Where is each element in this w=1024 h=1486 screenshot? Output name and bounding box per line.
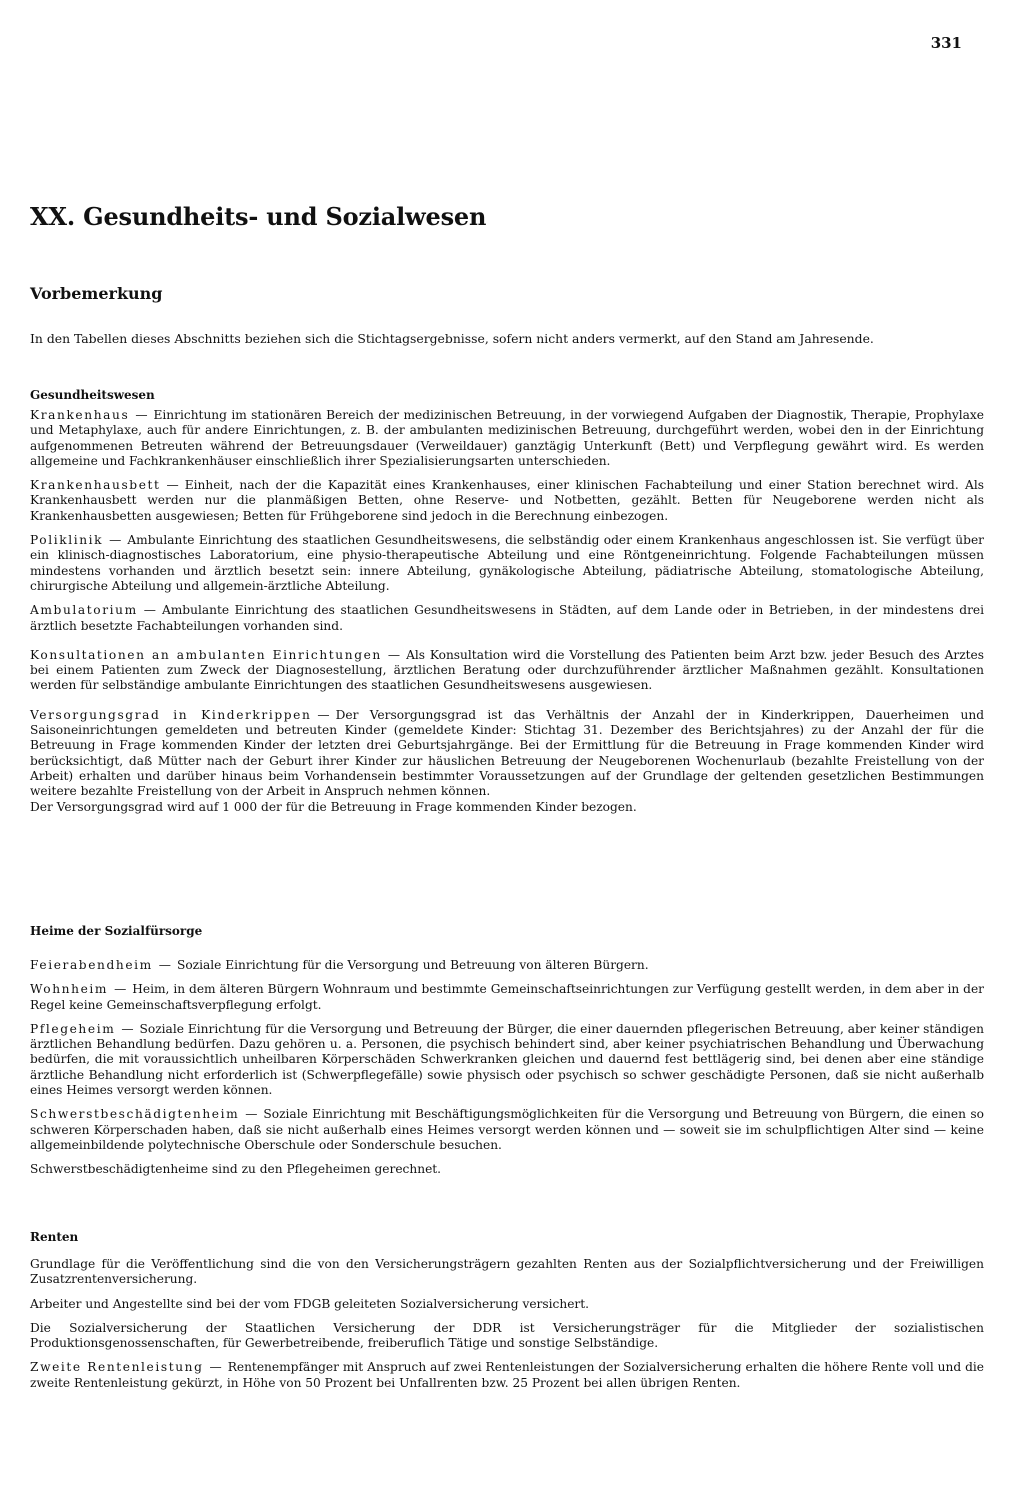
definition-versorgungsgrad: Versorgungsgrad in Kinderkrippen — Der Versorgungsgrad ist das Verhältnis der Anzahl der in Kinderkrippen, Dauerheimen und Saisoneinrichtungen gemeldeten und betreuten Kinder (gemeldete Kinder: Stichtag 31. Dezember des Berichtsjahres) zu der Anzahl der für die Betreuung in Frage kommenden Kinder der letzten drei Geburtsjahrgänge. Bei der Ermittlung für die Betreuung in Frage kommenden Kinder wird berücksichtigt, daß Mütter nach der Geburt ihrer Kinder zur häuslichen Betreuung der Neugeborenen Wochenurlaub (bezahlte Freistellung von der Arbeit) erhalten und darüber hinaus beim Vorhandensein bestimmter Voraussetzungen auf der Grundlage der geltenden gesetzlichen Bestimmungen weitere bezahlte Freistellung von der Arbeit in Anspruch nehmen können. <box>30 707 984 799</box>
definition-text: Ambulante Einrichtung des staatlichen Gesundheitswesens, die selbständig oder einem Krankenhaus angeschlossen ist. Sie verfügt über ein klinisch-diagnostisches Laboratorium, eine physio-therapeutische Abteilung und eine Röntgeneinrichtung. Folgende Fachabteilungen müssen mindestens vorhanden und ärztlich besetzt sein: innere Abteilung, gynäkologische Abteilung, pädiatrische Abteilung, stomatologische Abteilung, chirurgische Abteilung und allgemein-ärztliche Abteilung. <box>30 533 984 593</box>
gesundheitswesen-heading: Gesundheitswesen <box>30 388 155 402</box>
renten-paragraph: Grundlage für die Veröffentlichung sind die von den Versicherungsträgern gezahlten Renten aus der Sozialpflichtversicherung und der Freiwilligen Zusatzrentenversicherung. <box>30 1257 984 1287</box>
definition-text: Rentenempfänger mit Anspruch auf zwei Rentenleistungen der Sozialversicherung erhalten die höhere Rente voll und die zweite Rentenleistung gekürzt, in Höhe von 50 Prozent bei Unfallrenten bzw. 25 Prozent bei allen übrigen Renten. <box>30 1360 984 1390</box>
term: Zweite Rentenleistung <box>30 1360 204 1375</box>
definition-krankenhausbett: Krankenhausbett — Einheit, nach der die Kapazität eines Krankenhauses, einer klinischen Fachabteilung und einer Station berechnet wird. Als Krankenhausbett werden nur die planmäßigen Betten, ohne Reserve- und Notbetten, gezählt. Betten für Neugeborene werden nicht als Krankenhausbetten ausgewiesen; Betten für Frühgeborene sind jedoch in die Berechnung einbezogen. <box>30 478 984 523</box>
definition-text: Einheit, nach der die Kapazität eines Krankenhauses, einer klinischen Fachabteilung und einer Station berechnet wird. Als Krankenhausbett werden nur die planmäßigen Betten, ohne Reserve- und Notbetten, gezählt. Betten für Neugeborene werden nicht als Krankenhausbetten ausgewiesen; Betten für Frühgeborene sind jedoch in die Berechnung einbezogen. <box>30 478 984 523</box>
term: Versorgungsgrad in Kinderkrippen <box>30 707 312 722</box>
definition-feierabendheim: Feierabendheim — Soziale Einrichtung für die Versorgung und Betreuung von älteren Bürgern. <box>30 958 649 972</box>
definition-pflegeheim: Pflegeheim — Soziale Einrichtung für die Versorgung und Betreuung der Bürger, die einer dauernden pflegerischen Betreuung, aber keiner ständigen ärztlichen Behandlung bedürfen. Dazu gehören u. a. Personen, die psychisch behindert sind, aber keiner psychiatrischen Behandlung und Überwachung bedürfen, die mit voraussichtlich unheilbaren Körperschäden Schwerkranken gleichen und dauernd fest bettlägerig sind, bei denen aber eine ständige ärztliche Behandlung nicht erforderlich ist (Schwerpflegefälle) sowie physisch oder psychisch so schwer geschädigte Personen, daß sie nicht außerhalb eines Heimes versorgt werden können. <box>30 1021 984 1098</box>
term: Feierabendheim <box>30 958 153 972</box>
versorgungsgrad-note: Der Versorgungsgrad wird auf 1 000 der für die Betreuung in Frage kommenden Kinder bezogen. <box>30 799 637 814</box>
definition-text: Soziale Einrichtung für die Versorgung und Betreuung von älteren Bürgern. <box>176 958 649 972</box>
definition-text: Als Konsultation wird die Vorstellung des Patienten beim Arzt bzw. jeder Besuch des Arztes bei einem Patienten zum Zweck der Diagnosestellung, ärztlichen Beratung oder durchzuführender ärztlicher Maßnahmen gezählt. Konsultationen werden für selbständige ambulante Einrichtungen des staatlichen Gesundheitswesens ausgewiesen. <box>30 647 985 693</box>
gesundheitswesen-entries <box>30 408 984 824</box>
heime-heading: Heime der Sozialfürsorge <box>30 924 203 938</box>
heime-note: Schwerstbeschädigtenheime sind zu den Pflegeheimen gerechnet. <box>30 1162 442 1177</box>
renten-heading: Renten <box>30 1230 79 1244</box>
definition-schwerstbeschaedigtenheim: Schwerstbeschädigtenheim — Soziale Einrichtung mit Beschäftigungsmöglichkeiten für die Versorgung und Betreuung von Bürgern, die einen so schweren Körperschaden haben, daß sie nicht außerhalb eines Heimes versorgt werden können und — soweit sie im schulpflichtigen Alter sind — keine allgemeinbildende polytechnische Oberschule oder Sonderschule besuchen. <box>30 1107 984 1152</box>
term: Ambulatorium <box>30 603 138 618</box>
heime-entries <box>30 958 984 1187</box>
vorbemerkung-text: In den Tabellen dieses Abschnitts beziehen sich die Stichtagsergebnisse, sofern nicht anders vermerkt, auf den Stand am Jahresende. <box>30 331 874 346</box>
term: Konsultationen an ambulanten Einrichtungen <box>30 647 382 662</box>
term: Schwerstbeschädigtenheim <box>30 1107 240 1122</box>
term: Krankenhausbett <box>30 478 161 493</box>
renten-paragraph: Arbeiter und Angestellte sind bei der vom FDGB geleiteten Sozialversicherung versichert. <box>30 1296 590 1311</box>
term: Wohnheim <box>30 982 109 997</box>
renten-entries <box>30 1257 984 1400</box>
chapter-title: XX. Gesundheits- und Sozialwesen <box>30 202 487 231</box>
renten-paragraph: Die Sozialversicherung der Staatlichen Versicherung der DDR ist Versicherungsträger für die Mitglieder der sozialistischen Produktionsgenossenschaften, für Gewerbetreibende, freiberuflich Tätige und sonstige Selbständige. <box>30 1320 984 1351</box>
definition-wohnheim: Wohnheim — Heim, in dem älteren Bürgern Wohnraum und bestimmte Gemeinschaftseinrichtungen zur Verfügung gestellt werden, in dem aber in der Regel keine Gemeinschaftsverpflegung erfolgt. <box>30 982 984 1012</box>
definition-konsultationen: Konsultationen an ambulanten Einrichtungen — Als Konsultation wird die Vorstellung des Patienten beim Arzt bzw. jeder Besuch des Arztes bei einem Patienten zum Zweck der Diagnosestellung, ärztlichen Beratung oder durchzuführender ärztlicher Maßnahmen gezählt. Konsultationen werden für selbständige ambulante Einrichtungen des staatlichen Gesundheitswesens ausgewiesen. <box>30 647 985 693</box>
vorbemerkung-heading: Vorbemerkung <box>30 284 163 303</box>
definition-text: Soziale Einrichtung mit Beschäftigungsmöglichkeiten für die Versorgung und Betreuung von Bürgern, die einen so schweren Körperschaden haben, daß sie nicht außerhalb eines Heimes versorgt werden können und — soweit sie im schulpflichtigen Alter sind — keine allgemeinbildende polytechnische Oberschule oder Sonderschule besuchen. <box>30 1107 984 1152</box>
definition-zweite-rentenleistung: Zweite Rentenleistung — Rentenempfänger mit Anspruch auf zwei Rentenleistungen der Sozialversicherung erhalten die höhere Rente voll und die zweite Rentenleistung gekürzt, in Höhe von 50 Prozent bei Unfallrenten bzw. 25 Prozent bei allen übrigen Renten. <box>30 1360 984 1390</box>
definition-ambulatorium: Ambulatorium — Ambulante Einrichtung des staatlichen Gesundheitswesens in Städten, auf dem Lande oder in Betrieben, in der mindestens drei ärztlich besetzte Fachabteilungen vorhanden sind. <box>30 603 984 633</box>
term: Pflegeheim <box>30 1021 116 1036</box>
definition-text: Ambulante Einrichtung des staatlichen Gesundheitswesens in Städten, auf dem Lande oder in Betrieben, in der mindestens drei ärztlich besetzte Fachabteilungen vorhanden sind. <box>30 603 984 633</box>
term: Krankenhaus <box>30 408 130 422</box>
page-number: 331 <box>930 34 962 52</box>
definition-text: Soziale Einrichtung für die Versorgung und Betreuung der Bürger, die einer dauernden pflegerischen Betreuung, aber keiner ständigen ärztlichen Behandlung bedürfen. Dazu gehören u. a. Personen, die psychisch behindert sind, aber keiner psychiatrischen Behandlung und Überwachung bedürfen, die mit voraussichtlich unheilbaren Körperschäden Schwerkranken gleichen und dauernd fest bettlägerig sind, bei denen aber eine ständige ärztliche Behandlung nicht erforderlich ist (Schwerpflegefälle) sowie physisch oder psychisch so schwer geschädigte Personen, daß sie nicht außerhalb eines Heimes versorgt werden können. <box>30 1021 984 1098</box>
definition-text: Heim, in dem älteren Bürgern Wohnraum und bestimmte Gemeinschaftseinrichtungen zur Verfügung gestellt werden, in dem aber in der Regel keine Gemeinschaftsverpflegung erfolgt. <box>30 982 984 1012</box>
definition-poliklinik: Poliklinik — Ambulante Einrichtung des staatlichen Gesundheitswesens, die selbständig oder einem Krankenhaus angeschlossen ist. Sie verfügt über ein klinisch-diagnostisches Laboratorium, eine physio-therapeutische Abteilung und eine Röntgeneinrichtung. Folgende Fachabteilungen müssen mindestens vorhanden und ärztlich besetzt sein: innere Abteilung, gynäkologische Abteilung, pädiatrische Abteilung, stomatologische Abteilung, chirurgische Abteilung und allgemein-ärztliche Abteilung. <box>30 533 984 593</box>
definition-text: Einrichtung im stationären Bereich der medizinischen Betreuung, in der vorwiegend Aufgaben der Diagnostik, Therapie, Prophylaxe und Metaphylaxe, auch für andere Einrichtungen, z. B. der ambulanten medizinischen Betreuung, durchgeführt werden, wobei den in der Einrichtung aufgenommenen Betreuten während der Betreuungsdauer (Verweildauer) ganztägig Unterkunft (Bett) und Verpflegung gewährt wird. Es werden allgemeine und Fachkrankenhäuser einschließlich ihrer Spezialisierungsarten unterschieden. <box>30 408 984 468</box>
definition-krankenhaus: Krankenhaus — Einrichtung im stationären Bereich der medizinischen Betreuung, in der vorwiegend Aufgaben der Diagnostik, Therapie, Prophylaxe und Metaphylaxe, auch für andere Einrichtungen, z. B. der ambulanten medizinischen Betreuung, durchgeführt werden, wobei den in der Einrichtung aufgenommenen Betreuten während der Betreuungsdauer (Verweildauer) ganztägig Unterkunft (Bett) und Verpflegung gewährt wird. Es werden allgemeine und Fachkrankenhäuser einschließlich ihrer Spezialisierungsarten unterschieden. <box>30 408 984 468</box>
definition-text: Der Versorgungsgrad ist das Verhältnis der Anzahl der in Kinderkrippen, Dauerheimen und Saisoneinrichtungen gemeldeten und betreuten Kinder (gemeldete Kinder: Stichtag 31. Dezember des Berichtsjahres) zu der Anzahl der für die Betreuung in Frage kommenden Kinder der letzten drei Geburtsjahrgänge. Bei der Ermittlung für die Betreuung in Frage kommenden Kinder wird berücksichtigt, daß Mütter nach der Geburt ihrer Kinder zur häuslichen Betreuung der Neugeborenen Wochenurlaub (bezahlte Freistellung von der Arbeit) erhalten und darüber hinaus beim Vorhandensein bestimmter Voraussetzungen auf der Grundlage der geltenden gesetzlichen Bestimmungen weitere bezahlte Freistellung von der Arbeit in Anspruch nehmen können. <box>30 707 984 799</box>
term: Poliklinik <box>30 533 104 548</box>
